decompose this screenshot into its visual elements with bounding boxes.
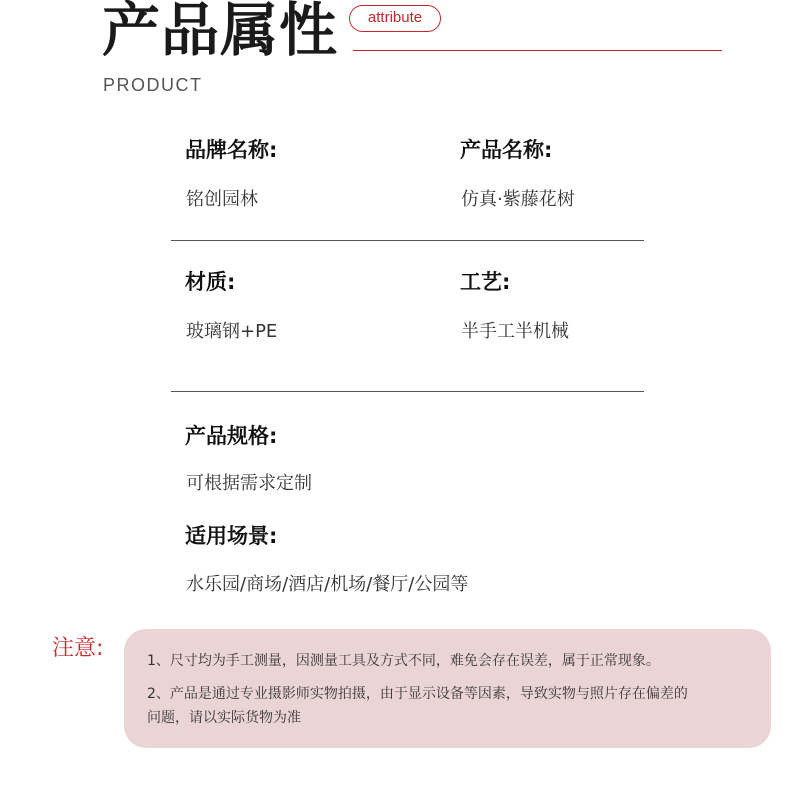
product-name-label: 产品名称:	[460, 138, 553, 162]
note-line-3: 问题，请以实际货物为准	[147, 710, 301, 726]
craft-value: 半手工半机械	[461, 321, 569, 342]
scene-label: 适用场景:	[185, 524, 278, 548]
page-title: 产品属性	[102, 0, 339, 64]
divider-1	[171, 240, 644, 241]
material-label: 材质:	[185, 270, 236, 294]
divider-2	[171, 391, 644, 392]
spec-value: 可根据需求定制	[186, 473, 312, 494]
note-line-1: 1、尺寸均为手工测量，因测量工具及方式不同，难免会存在误差，属于正常现象。	[147, 653, 660, 669]
note-line-2: 2、产品是通过专业摄影师实物拍摄，由于显示设备等因素，导致实物与照片存在偏差的	[147, 686, 688, 702]
brand-label: 品牌名称:	[185, 138, 278, 162]
brand-value: 铭创园林	[186, 189, 258, 210]
attribute-badge: attribute	[349, 5, 441, 32]
product-name-value: 仿真·紫藤花树	[461, 189, 575, 210]
title-underline	[353, 50, 722, 51]
craft-label: 工艺:	[460, 270, 511, 294]
spec-label: 产品规格:	[185, 424, 278, 448]
note-label: 注意:	[52, 636, 104, 661]
page-subtitle: PRODUCT	[103, 75, 203, 95]
scene-value: 水乐园/商场/酒店/机场/餐厅/公园等	[186, 574, 469, 595]
material-value: 玻璃钢+PE	[186, 321, 278, 342]
